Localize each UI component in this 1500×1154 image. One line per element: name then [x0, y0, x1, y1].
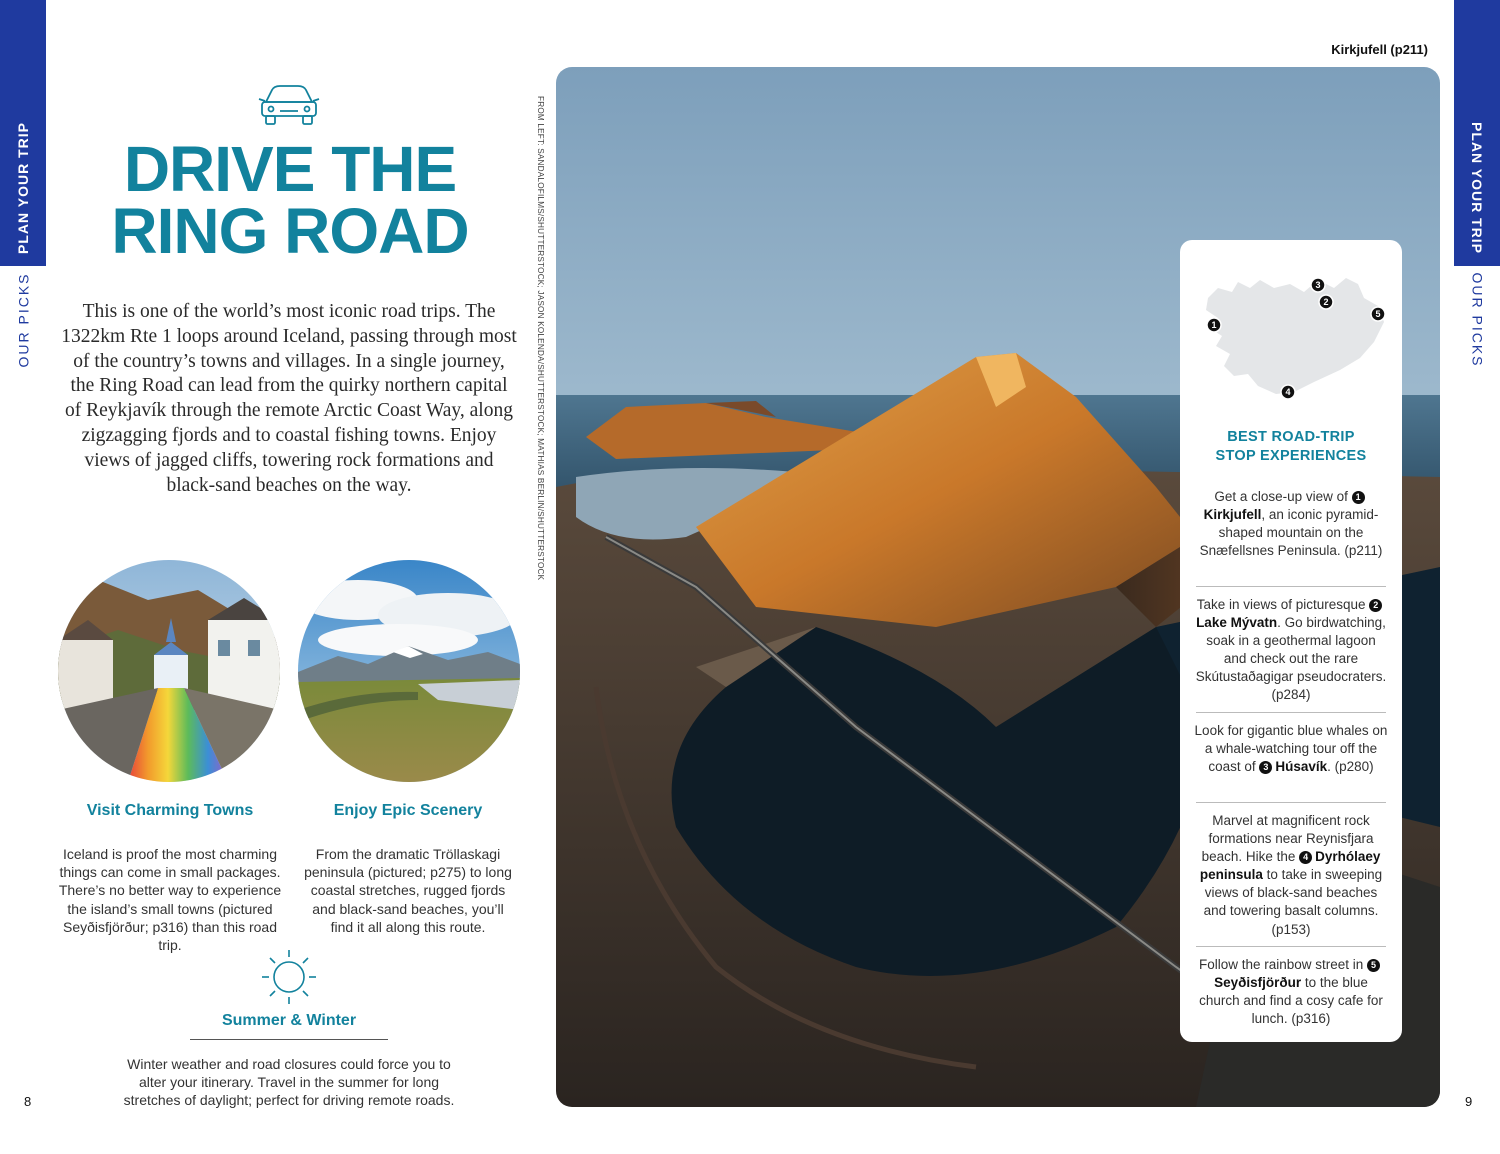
- experience-text: to the blue church and find a cosy cafe for lunch. (p316): [1199, 975, 1383, 1027]
- map-marker-5: 5: [1375, 309, 1381, 319]
- photo-credit-text: FROM LEFT: SANDALOFILMS/SHUTTERSTOCK; JASON KOLENDA/SHUTTERSTOCK; MATHIAS BERLIN/SHUTTERSTOCK: [536, 96, 545, 581]
- experience-text: . (p280): [1327, 759, 1374, 775]
- map-marker-2: 2: [1323, 297, 1329, 307]
- experience-item: [1194, 596, 1388, 705]
- experience-item: [1194, 488, 1388, 560]
- experience-place: Kirkjufell: [1203, 507, 1262, 523]
- experience-divider: [1196, 802, 1386, 803]
- experience-place: Dyrhólaey peninsula: [1199, 849, 1381, 883]
- experience-divider: [1196, 946, 1386, 947]
- left-side-tab: [0, 0, 46, 1154]
- experience-number: 1: [1352, 491, 1365, 504]
- page-title: [60, 133, 520, 267]
- feature-text-scenery: From the dramatic Tröllaskagi peninsula (pictured; p275) to long coastal stretches, rugged fjords and black-sand beaches, you’ll find it all along this route.: [304, 846, 512, 935]
- section-tab-label-right: PLAN YOUR TRIP: [1469, 122, 1486, 254]
- intro-paragraph: This is one of the world’s most iconic road trips. The 1322km Rte 1 loops around Iceland, passing through most of the country’s towns and villages. In a single journey, the Ring Road can lead from the quirky northern capital of Reykjavík through the remote Arctic Coast Way, along zigzagging fjords and to coastal fishing towns. Enjoy views of jagged cliffs, towering rock formations and black-sand beaches on the way.: [61, 301, 517, 496]
- panel-title-line-1: BEST ROAD-TRIP: [1227, 429, 1355, 445]
- experience-place: Lake Mývatn: [1196, 615, 1278, 631]
- feature-heading-seasons: Summer & Winter: [221, 1012, 357, 1029]
- towns-photo: [58, 560, 280, 782]
- experience-text: to take in sweeping views of black-sand beaches and towering basalt columns. (p153): [1203, 867, 1383, 937]
- experience-place: Húsavík: [1275, 759, 1328, 775]
- section-tab-label: PLAN YOUR TRIP: [15, 122, 32, 254]
- experience-item: [1194, 722, 1388, 776]
- subsection-tab-label-right: OUR PICKS: [1469, 272, 1486, 368]
- feature-text-towns: Iceland is proof the most charming things can come in small packages. There’s no better way to experience the island’s small towns (pictured Seyðisfjörður; p316) than this road trip.: [58, 846, 282, 954]
- feature-heading-scenery: Enjoy Epic Scenery: [333, 802, 483, 819]
- experience-text: Look for gigantic blue whales on a whale-watching tour off the coast of: [1194, 723, 1388, 775]
- panel-title: [1180, 428, 1402, 466]
- photo-caption: Kirkjufell (p211): [1331, 42, 1428, 57]
- page-number-left: 8: [24, 1094, 32, 1109]
- title-line-2: RING ROAD: [111, 195, 469, 267]
- title-line-1: DRIVE THE: [123, 133, 457, 205]
- experience-number: 5: [1367, 959, 1380, 972]
- experience-divider: [1196, 712, 1386, 713]
- iceland-map: [1194, 258, 1388, 406]
- experience-item: [1194, 812, 1388, 939]
- page-number-right: 9: [1465, 1094, 1473, 1109]
- experience-text: Get a close-up view of: [1214, 489, 1352, 504]
- feature-heading-towns: Visit Charming Towns: [86, 802, 254, 819]
- scenery-photo: [298, 560, 520, 782]
- panel-title-line-2: STOP EXPERIENCES: [1215, 448, 1367, 464]
- experience-divider: [1196, 586, 1386, 587]
- map-marker-3: 3: [1315, 280, 1321, 290]
- feature-divider: [190, 1039, 388, 1040]
- experience-text: Marvel at magnificent rock formations near Reynisfjara beach. Hike the: [1201, 813, 1374, 865]
- car-icon: [258, 84, 320, 128]
- experience-text: , an iconic pyramid-shaped mountain on the Snæfellsnes Peninsula. (p211): [1199, 507, 1383, 559]
- experience-place: Seyðisfjörður: [1214, 975, 1302, 991]
- feature-text-seasons: Winter weather and road closures could force you to alter your itinerary. Travel in the summer for long stretches of daylight; perfect for driving remote roads.: [123, 1056, 455, 1109]
- experience-text: . Go birdwatching, soak in a geothermal lagoon and check out the rare Skútustaðagigar pseudocraters. (p284): [1195, 615, 1387, 703]
- right-side-tab: [1454, 0, 1500, 1154]
- experience-number: 4: [1299, 851, 1312, 864]
- subsection-tab-label: OUR PICKS: [15, 272, 32, 368]
- map-marker-1: 1: [1211, 320, 1217, 330]
- experience-text: Take in views of picturesque: [1196, 597, 1370, 612]
- experiences-panel: [1180, 240, 1402, 1042]
- experience-number: 3: [1259, 761, 1272, 774]
- experience-number: 2: [1369, 599, 1382, 612]
- sun-icon: [260, 948, 318, 1006]
- map-marker-4: 4: [1285, 387, 1291, 397]
- experience-item: [1194, 956, 1388, 1028]
- experience-text: Follow the rainbow street in: [1198, 957, 1368, 972]
